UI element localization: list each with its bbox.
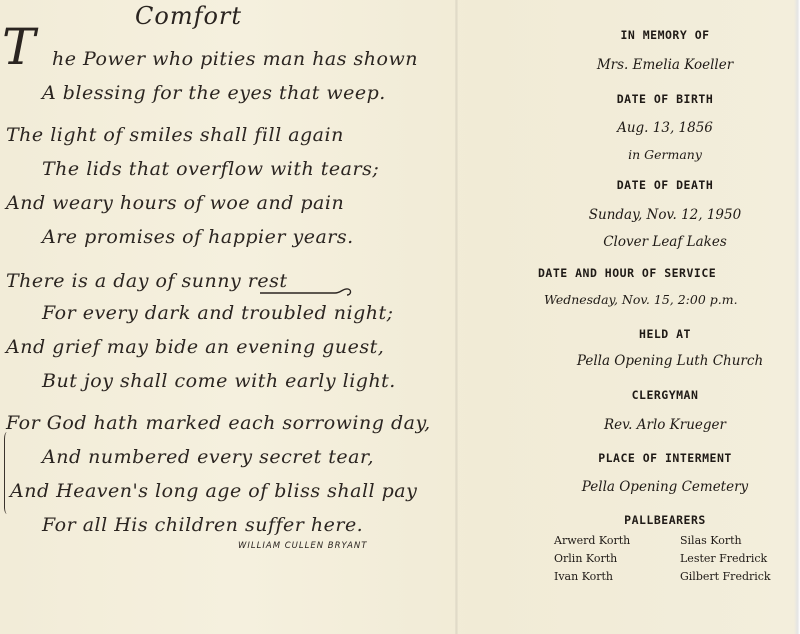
- birth-date: Aug. 13, 1856: [617, 120, 713, 136]
- death-place: Clover Leaf Lakes: [603, 234, 727, 250]
- clergy-label: CLERGYMAN: [631, 388, 699, 402]
- interment-label: PLACE OF INTERMENT: [598, 451, 732, 465]
- clergyman-name: Rev. Arlo Krueger: [603, 417, 726, 433]
- pallbearer-name: Ivan Korth: [554, 570, 614, 583]
- poem-line: Are promises of happier years.: [42, 226, 354, 248]
- poem-line: The light of smiles shall fill again: [6, 124, 344, 146]
- poem-line: The lids that overflow with tears;: [42, 158, 380, 180]
- poem-line: And Heaven's long age of bliss shall pay: [10, 480, 418, 502]
- deceased-name: Mrs. Emelia Koeller: [596, 57, 734, 73]
- poem-line: For God hath marked each sorrowing day,: [6, 412, 431, 434]
- service-label: DATE AND HOUR OF SERVICE: [538, 266, 717, 280]
- poem-line: And weary hours of woe and pain: [6, 192, 345, 214]
- poem-author: WILLIAM CULLEN BRYANT: [238, 541, 368, 551]
- in-memory-label: IN MEMORY OF: [620, 28, 710, 42]
- poem-line: And grief may bide an evening guest,: [6, 336, 385, 358]
- poem-title: Comfort: [135, 2, 243, 30]
- death-label: DATE OF DEATH: [616, 178, 714, 192]
- birth-place: in Germany: [628, 147, 702, 162]
- birth-label: DATE OF BIRTH: [616, 92, 714, 106]
- memorial-details: [530, 0, 800, 634]
- scan-edge: [794, 0, 800, 634]
- held-at-place: Pella Opening Luth Church: [576, 353, 764, 369]
- death-date: Sunday, Nov. 12, 1950: [588, 207, 742, 223]
- poem-line: For all His children suffer here.: [42, 514, 364, 536]
- poem-line: There is a day of sunny rest: [6, 270, 288, 292]
- pallbearer-name: Arwerd Korth: [554, 534, 631, 547]
- poem-drop-cap: T: [2, 18, 36, 76]
- poem-line: But joy shall come with early light.: [42, 370, 396, 392]
- interment-place: Pella Opening Cemetery: [581, 479, 749, 495]
- poem-line: he Power who pities man has shown: [52, 48, 418, 70]
- pallbearer-name: Orlin Korth: [554, 552, 618, 565]
- pallbearer-name: Gilbert Fredrick: [680, 570, 771, 583]
- poem-line: And numbered every secret tear,: [42, 446, 375, 468]
- poem-line: A blessing for the eyes that weep.: [42, 82, 386, 104]
- held-at-label: HELD AT: [639, 327, 691, 341]
- pallbearer-name: Silas Korth: [680, 534, 742, 547]
- card-fold: [455, 0, 458, 634]
- pallbearers-label: PALLBEARERS: [624, 513, 706, 527]
- flourish-underline: [255, 287, 355, 301]
- pallbearer-name: Lester Fredrick: [680, 552, 768, 565]
- poem-line: For every dark and troubled night;: [42, 302, 394, 324]
- service-time: Wednesday, Nov. 15, 2:00 p.m.: [544, 292, 738, 307]
